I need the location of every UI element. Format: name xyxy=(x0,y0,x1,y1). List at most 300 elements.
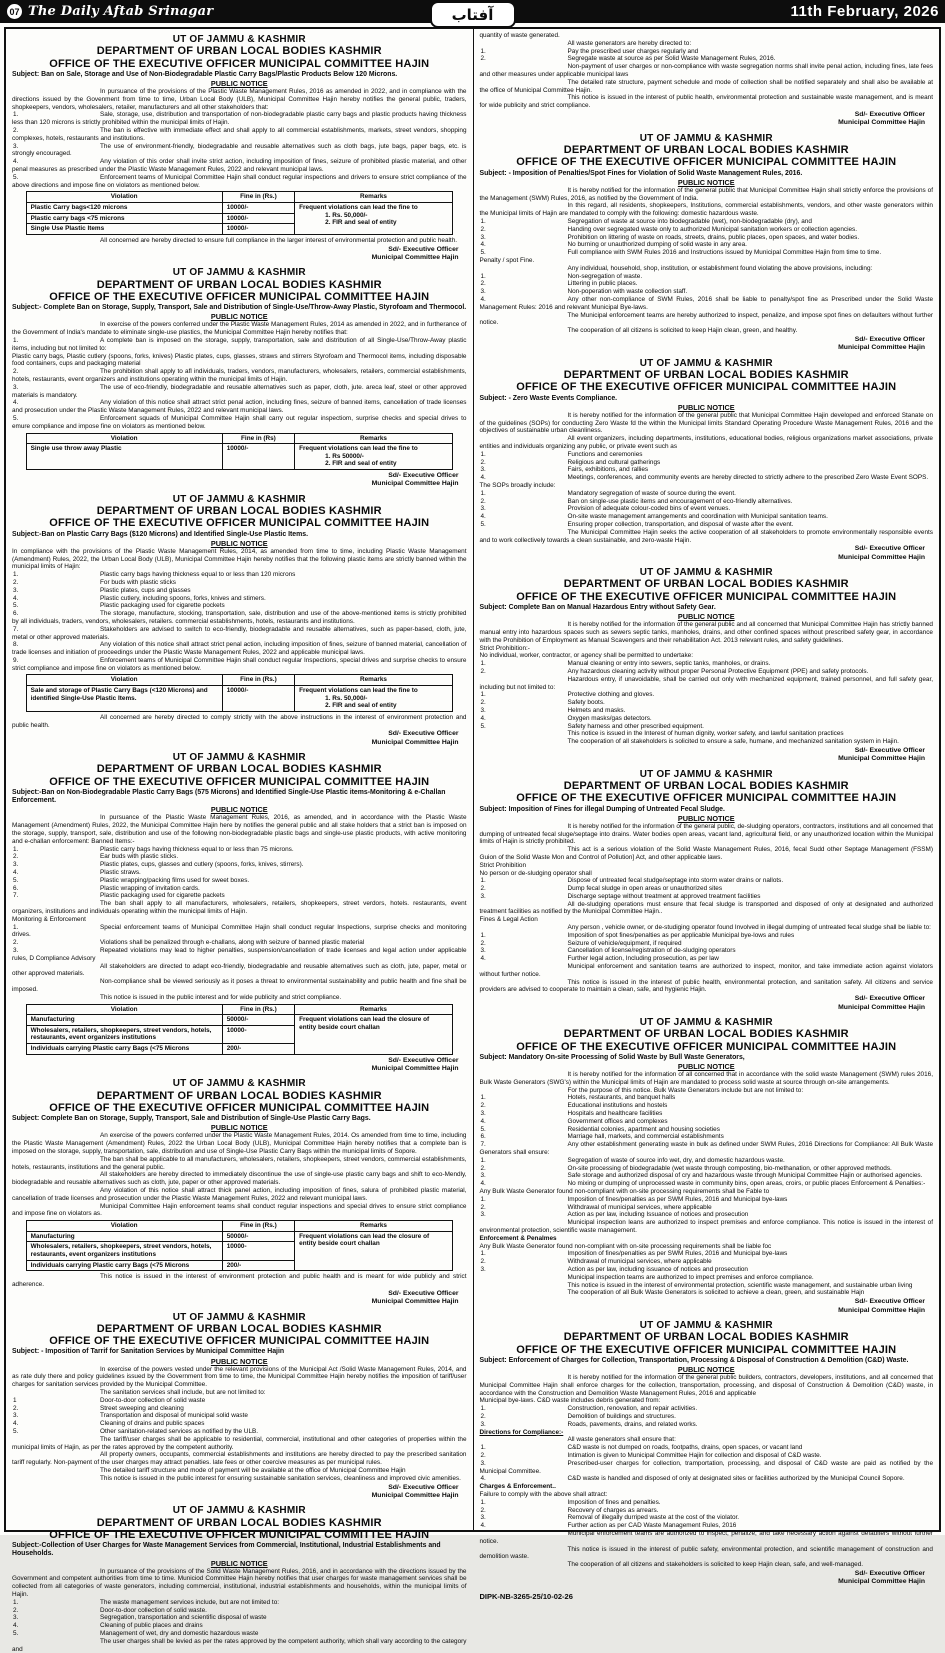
list-number: 3. xyxy=(13,1614,19,1622)
signature-block xyxy=(480,545,934,562)
notice-paragraph: The user charges shall be levied as per the rates approved by the competent authority, which shall vary according to the category and xyxy=(12,1637,467,1653)
list-number: 4. xyxy=(13,1622,19,1630)
list-number: 2. xyxy=(480,1102,486,1110)
signature-line: Sd/- Executive Officer xyxy=(388,1056,459,1064)
notice-paragraph: The Municipal Committee Hajin seeks the active cooperation of all stakeholders to promote environmentally responsible events and to work collectively towards a clean sustainable, and zero-waste Hajin. xyxy=(479,528,933,544)
violation-cell: Wholesalers, retailers, shopkeepers, street vendors, hotels, restaurants, event organizers institutions xyxy=(26,1025,222,1043)
list-item: 5. Enforcement squads of Municipal Committee Hajin shall carry out regular inspectiom, surprise checks and special drives to emure compliance and impose fine on violators as mentioned below. xyxy=(12,414,467,430)
fine-cell: 10000/- xyxy=(222,686,294,712)
notice-paragraph: The cooperation of all stakeholders is solicited to ensure a safe, humane, and mechanized sanitation system in Hajin. xyxy=(567,738,899,746)
list-item: 1. Imposition of fines/penalties as per SWM Rules, 2016 and Municipal bye-laws xyxy=(480,1250,788,1258)
public-notice xyxy=(480,567,934,764)
list-number: 2. xyxy=(480,1203,486,1211)
public-notice-label: PUBLIC NOTICE xyxy=(677,402,735,412)
list-item: 3. Action as per law, including issuance of notices and prosecution xyxy=(480,1266,748,1273)
list-number: 1. xyxy=(13,111,19,119)
notice-paragraph: The cooperation of all Bulk Waste Generators is solicited to achieve a clean, green, and sustainable Hajn xyxy=(567,1289,865,1297)
table-header-cell: Violation xyxy=(26,1004,222,1015)
notice-paragraph: Any Bulk Waste Generator found non-compliant with on-site processing requirements shall be Fable to xyxy=(479,1188,770,1196)
notice-paragraph: It is hereby notified for the information of the general public, de-sludging operators, contractors, institutions and all concerned that dumping of untreated fecal sluge/septage into drains. Water bodies open areas, vacant land, agricultural field, or any unauthorized location within the Municipal limits of Hajin is strictly prohibited. xyxy=(479,822,933,846)
notice-paragraph: Any individual, household, shop, institution, or establishment found violating the above provisions, including: xyxy=(567,264,873,272)
remarks-cell xyxy=(295,444,453,470)
list-number: 4. xyxy=(480,474,486,482)
list-number: 2. xyxy=(480,699,486,707)
public-notice-label: PUBLIC NOTICE xyxy=(210,79,268,89)
list-item: 4. Plastic cutlery, including spoons, forks, knives and stimers. xyxy=(13,594,266,602)
notice-header-line: DEPARTMENT OF URBAN LOCAL BODIES KASHMIR xyxy=(563,779,849,792)
notice-paragraph: The cooperation of all citizens is solicited to keep Hajin clean, green, and healthy. xyxy=(567,327,798,335)
list-item: 5. Other sanitation-related services as notified by the ULB. xyxy=(13,1427,259,1435)
list-item: 4. Meetings, conferences, and community events are hereby directed to strictly adhere to the prescribed Zero Waste Event SOPS. xyxy=(480,474,929,482)
list-number: 2. xyxy=(480,885,486,893)
list-item: 3. Plastic plates, cups and glasses xyxy=(13,586,191,594)
list-number: 2. xyxy=(13,578,19,586)
signature-line: Municipal Committee Hajin xyxy=(838,1306,925,1314)
list-number: 2. xyxy=(480,1164,486,1172)
notice-header-line: UT OF JAMMU & KASHMIR xyxy=(172,34,306,45)
notice-paragraph: Plastic carry bags, Plastic cutlery (spoons, forks, knives) Plastic plates, cups, glasses, straws and stirrers Styrofoam and Thermocol items, including disposable food containers, cups and packaging material xyxy=(12,352,467,368)
left-column xyxy=(6,29,473,1653)
list-item: 1. Manual cleaning or entry into sewers, septic tanks, manholes, or drains. xyxy=(480,660,771,668)
remarks-line: Frequent violations can lead the closure of entity beside court challan xyxy=(299,1232,430,1248)
public-notice-label: PUBLIC NOTICE xyxy=(210,1356,268,1366)
notice-paragraph: This notice is issued in the Interest of human dignity, worker safety, and lawful sanitation practices xyxy=(567,730,844,738)
signature-line: Municipal Committee Hajin xyxy=(371,1064,459,1072)
notice-paragraph: Fines & Legal Action xyxy=(479,916,538,924)
notice-paragraph: In exercise of the powers vested under the relevant provisions of the Municipal Act /Solid Waste Management Rules, 2014, and as rate duly there and policy guidelines issued by the Government from time to time, the Municipal Committee Hajin hereby notifies the imposition of tariff/user charges for sanitation services provided by the Municipal Committee. xyxy=(12,1365,467,1389)
list-number: 4. xyxy=(480,714,486,722)
list-number: 3. xyxy=(480,233,486,241)
list-number: 4. xyxy=(13,399,19,407)
list-number: 2. xyxy=(480,55,486,63)
public-notice xyxy=(480,358,934,562)
violation-cell: Single Use Plastic Items xyxy=(26,224,222,235)
signature-line: Municipal Committee Hajin xyxy=(838,344,925,352)
list-number: 2. xyxy=(13,1404,19,1412)
notice-header-line: UT OF JAMMU & KASHMIR xyxy=(172,493,306,505)
list-number: 3. xyxy=(13,142,19,150)
notice-subject: Subject: Complete Ban on Storage, Supply, Transport, Sale and Distribution of Single-Use Plastic Carry Bags. xyxy=(12,1115,371,1123)
public-notice xyxy=(12,1505,467,1653)
list-number: 3. xyxy=(480,1420,486,1428)
list-number: 7. xyxy=(13,892,19,900)
notice-header-line: DEPARTMENT OF URBAN LOCAL BODIES KASHMIR xyxy=(563,1331,849,1344)
notice-header-line: UT OF JAMMU & KASHMIR xyxy=(639,1017,773,1029)
list-item: 1 Door-to-door collection of solid waste xyxy=(13,1396,206,1404)
table-row xyxy=(26,1231,452,1242)
notice-paragraph: The sanitation services shall include, but are not limited to: xyxy=(100,1388,266,1396)
list-number: 1. xyxy=(480,489,486,497)
signature-block xyxy=(12,1290,467,1307)
notice-paragraph: The detailed rate structure, payment schedule and mode of collection shall be notified separately and shall also be available at the office of Municipal Committee Hajin. xyxy=(479,78,933,94)
notice-header-line: UT OF JAMMU & KASHMIR xyxy=(172,1505,306,1517)
signature-block xyxy=(12,246,467,263)
list-item: 8. Any violation of this notice shall attract strict penal action, including imposition of fines, seizure of banned material, cancellation of trade licenses and initiation of proceedings under the Plastic Waste Management Rules, 2022 and applicable municipal laws. xyxy=(12,641,467,657)
list-item: 5. Enforcement teams of Municipal Committee Hajin shall conduct regular inspections and drivers to ensure strict compliance of the above directions and impose fine on violators as mentioned below. xyxy=(12,173,467,189)
notice-header-line: OFFICE OF THE EXECUTIVE OFFICER MUNICIPAL COMMITTEE HAJIN xyxy=(516,590,897,603)
list-item: 4. Further legal action, Including prosecution, as per law xyxy=(480,955,719,963)
list-number: 5. xyxy=(480,722,486,730)
list-number: 4. xyxy=(480,241,486,249)
notice-subject: Subject: Enforcement of Charges for Collection, Transportation, Processing & Disposal of Construction & Demolition (C&D) Waste. xyxy=(479,1356,909,1364)
notice-header-line: OFFICE OF THE EXECUTIVE OFFICER MUNICIPAL COMMITTEE HAJIN xyxy=(49,517,430,530)
public-notice xyxy=(480,769,934,1012)
right-column xyxy=(473,29,940,1601)
list-item: 2. Intimation is given to Municipal Committee Hajin for collection and disposal of C&D waste. xyxy=(480,1451,822,1459)
table-row xyxy=(26,1015,452,1026)
notice-header-line: DEPARTMENT OF URBAN LOCAL BODIES KASHMIR xyxy=(563,1028,849,1041)
list-item: 1. Plastic carry bags having thickness equal to or less than 120 microns xyxy=(13,571,296,579)
list-item: 1. Mandatory segregation of waste of source during the event. xyxy=(480,489,736,497)
list-item: 6. The storage, manufacture, stocking, transportation, sale, distribution and use of the above-mentioned items is strictly prohibited by all individuals, traders, vendors, wholesalers, retailers. commercial establishments, hotels, restaurants and institutions. xyxy=(12,610,467,625)
notice-paragraph: The SOPs broadly include: xyxy=(479,481,556,489)
public-notice-label: PUBLIC NOTICE xyxy=(677,612,735,622)
notice-paragraph: Any violation of this notice shall attract thick panel action, including imposition of fines, salura of prohibited plastic material, cancellation of trade licenses and prosecution under the Plastic Waste Management Rules, 2022 and relevant municipal laws. xyxy=(12,1186,467,1202)
list-item: 3. Action as per law, including Issuance of notices and prosecution xyxy=(480,1211,749,1219)
remarks-line: 2. FIR and seal of entity xyxy=(325,219,397,227)
signature-line: Sd/- Executive Officer xyxy=(854,110,925,118)
list-number: 1. xyxy=(480,450,486,458)
signature-line: Municipal Committee Hajin xyxy=(371,738,459,746)
table-header-row xyxy=(26,1004,452,1015)
public-notice xyxy=(12,34,467,262)
notice-paragraph: Municipal bye-laws. C&D waste includes debris generated from: xyxy=(479,1397,661,1405)
notice-paragraph: Strict Prohibition xyxy=(479,861,527,869)
list-number: 2. xyxy=(13,939,19,947)
list-number: 7. xyxy=(13,625,19,633)
notice-subject: Subject:-Ban on Non-Biodegradable Plastic Carry Bags (575 Microns) and Identified Single-Use Plastic items-Monitoring & e-Challan Enforcement. xyxy=(12,789,446,805)
public-notice xyxy=(480,1320,934,1587)
violation-cell: Single use throw away Plastic xyxy=(26,444,222,470)
notice-paragraph: quantity of waste generated. xyxy=(479,32,560,39)
notice-paragraph: This notice is issued in the interest of public health, environmental protection, and sanitation safety. All citizens and service providers are advised to cooperate to maintain a clean, safe, and hygienic Hajin. xyxy=(479,978,933,994)
notice-header-line: OFFICE OF THE EXECUTIVE OFFICER MUNICIPAL COMMITTEE HAJIN xyxy=(516,1343,897,1356)
list-number: 5. xyxy=(13,602,19,610)
list-number: 6. xyxy=(13,610,19,618)
list-item: 2. Withdrawal of municipal services, where applicable xyxy=(480,1258,712,1266)
remarks-cell xyxy=(295,686,453,712)
list-number: 1. xyxy=(480,217,486,225)
signature-line: Municipal Committee Hajin xyxy=(838,755,925,763)
notice-paragraph: This notice is issued in the public interest and for wide publicity and strict compliance. xyxy=(100,993,342,1001)
notice-header-line: UT OF JAMMU & KASHMIR xyxy=(172,1078,306,1090)
list-item: 4. Cleaning of drains and public spaces xyxy=(13,1420,205,1428)
public-notice xyxy=(12,752,467,1073)
list-item: 2. Door-to-door collection of solid waste. xyxy=(13,1606,207,1614)
notice-paragraph: This notice is issued in the public interest for ensuring sustainable sanitation services, cleanliness and improved civic amenities. xyxy=(100,1474,461,1482)
list-number: 1. xyxy=(480,1195,486,1203)
list-number: 1. xyxy=(480,1250,486,1258)
remarks-line: 1. Rs 50000/- xyxy=(325,452,364,460)
list-item: 2. Withdrawal of municipal services, where applicable xyxy=(480,1203,712,1211)
signature-line: Sd/- Executive Officer xyxy=(388,1289,459,1297)
public-notice-label: PUBLIC NOTICE xyxy=(210,312,268,322)
list-number: 5. xyxy=(13,414,19,422)
list-item: 2. Littering in public places. xyxy=(480,280,638,288)
notice-header-line: OFFICE OF THE EXECUTIVE OFFICER MUNICIPAL COMMITTEE HAJIN xyxy=(516,1040,897,1053)
table-header-row xyxy=(26,1221,452,1232)
list-item: 2. Educational institutions and hostels xyxy=(480,1102,668,1110)
table-row xyxy=(26,686,452,712)
notice-header-line: DEPARTMENT OF URBAN LOCAL BODIES KASHMIR xyxy=(563,143,849,156)
list-item: 4. No mixing or dumping of unprocessed waste in community bins, open areas, croirs, or public places Enforcement & Penalties:- xyxy=(480,1180,926,1188)
list-item: 3. Repeated violations may lead to higher penalties, suspension/cancellation of trade licenses and legal action under applicable rules, D Compliance Advisory xyxy=(12,947,467,962)
notice-paragraph: In pursuance of the Plastic Waste Management Rules, 2016, as amended, and in accordance with the Plastic Waste Management (Amendment) Rules, 2022, the Municipal Committee Hajin here by notifies the general public and all stake holders that a strict ban is imposed on the storage, supply, transport, sale, distribution and use of the following non-biodegradable plastic bags and single-use plastic products, with active monitoring and e-challan enforcement: Banned Items:- xyxy=(12,814,467,845)
list-number: 6. xyxy=(13,884,19,892)
list-item: 4. No burning or unauthorized dumping of solid waste in any area. xyxy=(480,241,747,249)
violation-cell: Individuals carrying Plastic carry Bags (<75 Microns xyxy=(26,1043,222,1054)
table-header-cell: Fine in (Rs.) xyxy=(222,192,294,203)
signature-line: Sd/- Executive Officer xyxy=(854,545,925,553)
fines-table xyxy=(26,674,453,711)
list-number: 5. xyxy=(13,876,19,884)
list-number: 3. xyxy=(480,947,486,955)
table-row xyxy=(26,444,452,470)
notice-header-line: OFFICE OF THE EXECUTIVE OFFICER MUNICIPAL COMMITTEE HAJIN xyxy=(516,381,897,394)
notice-paragraph: It is hereby notified for the information of all concerned that in accordance with the solid waste Management (SWM) rules 2016, Bulk Waste Generators (SWG's) within the Municipal limits of Hajin are mandated to process solid waste at source through on-site arrangements. xyxy=(479,1071,933,1086)
notice-subject: Subject: Mandatory On-site Processing of Solid Waste by Bull Waste Generators, xyxy=(479,1053,745,1061)
notice-header-line: DEPARTMENT OF URBAN LOCAL BODIES KASHMIR xyxy=(96,278,382,291)
fines-table xyxy=(26,191,453,234)
signature-line: Sd/- Executive Officer xyxy=(854,1569,925,1577)
list-item: 2. Ear buds with plastic sticks. xyxy=(13,853,179,861)
notice-paragraph: Monitoring & Enforcement xyxy=(12,915,86,923)
fine-cell: 50000/- xyxy=(222,1231,294,1242)
signature-line: Municipal Committee Hajin xyxy=(838,119,925,127)
list-item: 4. Any other non-compliance of SWM Rules, 2016 shall be liable to penalty/spot fine as Prescribed under the Solid Waste Management Rules: 2016 and relevant Municipal Bye-laws. xyxy=(479,295,933,311)
public-notice-label: PUBLIC NOTICE xyxy=(210,1123,268,1133)
list-number: 3. xyxy=(480,505,486,513)
notice-paragraph: No person or de-sludging operator shall xyxy=(479,869,592,877)
list-item: 2. Segregate waste at source as per Solid Waste Management Rules, 2016. xyxy=(480,55,776,63)
list-item: 6. Plastic wrapping of invitation cards. xyxy=(13,884,200,892)
list-item: 5. Management of wet, dry and domestic hazardous waste xyxy=(13,1629,259,1637)
list-number: 3. xyxy=(480,1514,486,1522)
notice-paragraph: Penalty / spot Fine. xyxy=(479,256,535,264)
list-item: 2. Recovery of charges as arrears. xyxy=(480,1506,659,1514)
list-number: 4. xyxy=(480,1522,486,1530)
notice-paragraph: The cooperation of all citizens and stakeholders is solicited to keep Hajin clean, safe, and well-managed. xyxy=(567,1561,864,1569)
notice-paragraph: Municipal enforcement and sanitation teams are authorized to inspect, monitor, and take immediate action against violators without further notice. xyxy=(479,963,933,978)
list-number: 1. xyxy=(13,923,19,931)
remarks-line: 1. Rs. 50,000/- xyxy=(325,694,368,702)
list-item: 3. Roads, pavements, drains, and related works. xyxy=(480,1420,698,1428)
notice-header-line: DEPARTMENT OF URBAN LOCAL BODIES KASHMIR xyxy=(96,45,382,58)
notice-paragraph: Municipal inspection teams are authorized to impect premises and enforce compliance. xyxy=(567,1273,814,1281)
notice-subject: Subject: - Imposition of Penalties/Spot Fines for Violation of Solid Waste Management Rules, 2016. xyxy=(479,169,803,177)
notice-header-line: OFFICE OF THE EXECUTIVE OFFICER MUNICIPAL COMMITTEE HAJIN xyxy=(516,792,897,805)
fine-cell: 200/- xyxy=(222,1260,294,1271)
list-number: 2. xyxy=(480,667,486,675)
table-header-cell: Remarks xyxy=(295,1004,453,1015)
list-number: 2. xyxy=(13,127,19,134)
notice-header-line: UT OF JAMMU & KASHMIR xyxy=(639,132,773,144)
list-number: 4. xyxy=(13,594,19,602)
signature-block xyxy=(12,1057,467,1074)
list-item: 5. Full compliance with SWM Rules 2016 and Instructions issued by Municipal Committee Hajin from time to time. xyxy=(480,249,882,257)
public-notice xyxy=(480,1017,934,1315)
signature-line: Sd/- Executive Officer xyxy=(388,730,459,738)
list-number: 3. xyxy=(480,288,486,296)
notice-header-line: DEPARTMENT OF URBAN LOCAL BODIES KASHMIR xyxy=(96,504,382,517)
list-number: 4. xyxy=(480,1475,486,1483)
notice-header-line: UT OF JAMMU & KASHMIR xyxy=(172,267,306,279)
list-number: 1. xyxy=(480,691,486,699)
list-number: 1. xyxy=(13,1598,19,1606)
signature-block xyxy=(480,111,934,128)
fine-cell: 10000/- xyxy=(222,213,294,224)
list-number: 3. xyxy=(480,1459,486,1467)
remarks-line: Frequent violations can lead the fine to xyxy=(299,203,418,211)
list-item: 4. Oxygen masks/gas detectors. xyxy=(480,714,652,722)
list-number: 9. xyxy=(13,656,19,664)
violation-cell: Manufacturing xyxy=(26,1015,222,1026)
list-number: 1. xyxy=(480,1405,486,1413)
table-header-cell: Fine in (Rs.) xyxy=(222,675,294,686)
list-item: 3. Non-poperation with waste collection staff. xyxy=(480,288,688,296)
fines-table xyxy=(26,1220,453,1271)
list-item: 3. Transportation and disposal of municipal solid waste xyxy=(13,1412,248,1420)
notice-header-line: OFFICE OF THE EXECUTIVE OFFICER MUNICIPAL COMMITTEE HAJIN xyxy=(49,57,430,70)
list-item: 3. Prohibition on littering of waste on roads, streets, drains, public places, open spaces, and water bodies. xyxy=(480,233,860,241)
notice-header-line: OFFICE OF THE EXECUTIVE OFFICER MUNICIPAL COMMITTEE HAJIN xyxy=(49,1101,430,1114)
notice-paragraph: This notice is issued in the interest of public safety, environmental protection, and scientific management of construction and demolition waste. xyxy=(479,1545,933,1561)
notice-header-line: UT OF JAMMU & KASHMIR xyxy=(639,1320,773,1331)
remarks-line: Frequent violations can lead the fine to xyxy=(299,445,418,453)
list-item: 4. Further action as per CAD Waste Management Rules, 2016 xyxy=(480,1522,737,1530)
notice-paragraph: It is hereby notified for the information of the general public builders, contractors, developers, institutions, and all concerned that Municipal Committee Hajin shall enforce charges for the collection, transportation, processing, and disposal of Construction & Demolition (C&D) waste, in accordance with the Construction and Demolition Waste Management Rules, 2016 and applicable xyxy=(479,1374,933,1397)
list-item: 3. The use of eco-friendly, biodegradable and reusable alternatives such as paper, cloth, jute. areca leaf, steel or other approved materials is mandatory. xyxy=(12,383,467,399)
list-number: 4. xyxy=(480,1180,486,1188)
signature-block xyxy=(480,995,934,1012)
notice-header-line: DEPARTMENT OF URBAN LOCAL BODIES KASHMIR xyxy=(96,1516,382,1529)
notice-paragraph: For the purpose of this notice. Bulk Waste Generators include but are not limited to: xyxy=(567,1086,804,1094)
notice-paragraph: It is hereby notified for the information of the general public that Municipal Committee Hajin shall strictly enforce the provisions of the Management (SWM) Rules, 2016, as notified by the Government of India. xyxy=(479,186,933,202)
list-item: 1. Hotels, restaurants, and banquet halls xyxy=(480,1094,676,1102)
masthead xyxy=(0,0,945,23)
list-item: 3. Segregation, transportation and scientific disposal of waste xyxy=(13,1614,267,1622)
list-number: 2. xyxy=(480,280,486,288)
list-number: 1. xyxy=(13,336,19,344)
list-item: 3. The use of environment-friendly, biodegradable and reusable alternatives such as cloth bags, jute bags, paper bags, etc. is strongly encouraged. xyxy=(12,142,467,158)
public-notice xyxy=(12,1078,467,1306)
notice-paragraph: All concerned are hereby directed to comply strictly with the above instructions in the interest of environment protection and public health. xyxy=(12,713,467,729)
list-item: 1. Protective clothing and gloves. xyxy=(480,691,655,699)
list-number: 5. xyxy=(13,173,19,181)
list-item: 4. Any violation of this order shall invite strict action, including imposition of fines, seizure of prohibited plastic material, and other penal measures as prescribed under the Plastic Waste Management Rules, 2022 and relevant municipal laws. xyxy=(12,158,467,173)
notice-paragraph: In exercise of the powers conferred under the Plastic Waste Management Rules, 2014 as amended in 2022, and in furtherance of the Government of India's mandate to eliminate single-use plastics, the Municipal Committee Hajin hereby notifies that: xyxy=(12,321,467,337)
notice-header-line: UT OF JAMMU & KASHMIR xyxy=(172,752,306,764)
public-notice-label: PUBLIC NOTICE xyxy=(210,1558,268,1568)
list-item: 5. Plastic wrapping/packing films used for sweet boxes. xyxy=(13,876,250,884)
notice-paragraph: In this regard, all residents, shopkeepers, Institutions, commercial establishments, vendors, and other waste generators within the Municipal limits of Hajin are mandated to comply with the following: domestic hazardous waste. xyxy=(479,202,933,218)
violation-cell: Individuals carrying Plastic carry Bags (<75 Microns xyxy=(26,1260,222,1271)
list-number: 7. xyxy=(480,1141,486,1149)
notice-paragraph: In pursuance of the provisions of the Solid Waste Management Rules, 2016, and in accordance with the directions issued by the Government and competent authorities from time to time. Municiod Committee Hajin hereby notifies that user charges for waste management services shall be collected from all categories of waste generators, including commercial, institutional, industrial establishments and households, within the municipal limits of Hajin. xyxy=(12,1567,467,1598)
list-number: 5. xyxy=(480,520,486,528)
table-header-cell: Fine in (Rs.) xyxy=(222,1221,294,1232)
list-number: 2. xyxy=(13,1606,19,1614)
fine-cell: 10000- xyxy=(222,1025,294,1043)
notice-subject: Subject: - Imposition of Tarrif for Sanitation Services by Municipal Committee Hajin xyxy=(12,1348,285,1356)
list-number: 6. xyxy=(480,1133,486,1141)
signature-line: Municipal Committee Hajin xyxy=(371,480,459,488)
list-number: 1. xyxy=(13,845,19,853)
notice-header-line: OFFICE OF THE EXECUTIVE OFFICER MUNICIPAL COMMITTEE HAJIN xyxy=(49,1528,430,1541)
table-header-cell: Fine in (Rs) xyxy=(222,433,294,444)
public-notice xyxy=(12,1312,467,1501)
signature-line: Municipal Committee Hajin xyxy=(838,553,925,561)
list-item: 3. Removal of illegally durriped waste at the cost of the violator. xyxy=(480,1514,740,1522)
list-number: 3. xyxy=(13,861,19,869)
public-notice xyxy=(480,133,934,353)
list-item: 1. A complete ban is imposed on the storage, supply, transportation, sale and distribution of all Single-Use/Throw-Away plastic items, including but not limited to: xyxy=(12,336,467,352)
list-number: 4. xyxy=(13,1420,19,1428)
signature-block xyxy=(480,336,934,353)
newspaper-title: The Daily Aftab Srinagar xyxy=(28,4,214,19)
notice-paragraph: Enforcement & Penalmes xyxy=(479,1234,557,1242)
list-number: 4. xyxy=(480,513,486,521)
list-item: 4. On-site waste management arrangements and coordination with Municipal sanitation teams. xyxy=(480,513,828,521)
table-header-cell: Violation xyxy=(26,433,222,444)
list-item: 3. Fairs, exhibitions, and rallies xyxy=(480,466,649,474)
list-item: 7. Stakeholders are advised to switch to eco-friendly, biodegradable and reusable alternatives, such as paper-based, cloth, jute, metal or other approved materials. xyxy=(12,625,467,641)
list-number: 4. xyxy=(480,1117,486,1125)
list-item: 1. Imposition of spot fines/penalties as per applicable Municipal bye-lows and rules xyxy=(480,931,795,939)
list-number: 2. xyxy=(480,225,486,233)
notice-paragraph: All property owners, occupants, commercial establishments and institutions are hereby directed to pay the prescribed sanitation tariff regularly. Non-payment of the user charges may attract penalties. late fees or other coercive measures as per municipal rules. xyxy=(12,1451,467,1467)
notice-subject: Subject:-Collection of User Charges for Waste Management Services from Commercial, Institutional, Industrial Establishments and Households. xyxy=(12,1542,441,1558)
list-number: 1. xyxy=(480,877,486,885)
fine-cell: 10000/- xyxy=(222,444,294,470)
list-item: 4. Cleaning of public places and drains xyxy=(13,1622,203,1630)
signature-block xyxy=(480,1298,934,1315)
notice-paragraph: Directions for Compliance:- xyxy=(479,1428,564,1436)
notice-paragraph: Charges & Enforcement.. xyxy=(479,1483,556,1491)
table-header-row xyxy=(26,433,452,444)
notice-header-line: DEPARTMENT OF URBAN LOCAL BODIES KASHMIR xyxy=(96,1089,382,1102)
notice-paragraph: All waste generators shall ensure that: xyxy=(567,1436,676,1444)
list-number: 2. xyxy=(480,939,486,947)
list-number: 3. xyxy=(480,1266,486,1273)
violation-cell: Wholesalers, retailers, shopkeepers, street vendors, hotels, restaurants, event organizers institutions xyxy=(26,1242,222,1260)
table-row xyxy=(26,202,452,213)
public-notice-label: PUBLIC NOTICE xyxy=(677,1365,735,1375)
notice-paragraph: An exercise of the powers conferred under the Plastic Waste Management Rules, 2014. Os amended from time to time, including the Plastic Waste Management (Amendment) Rules, 2022 the Urban Local Body (ULB), Municipal Committee Hajin hereby notifies that a complete ban is imposed on the storage, supply, transportation, sale, distribution and use of Single-Use Plastic Carry Bags within the municipal limits of Sopore. xyxy=(12,1132,467,1155)
notice-paragraph: The detailed tariff structure and mode of payment will be available at the office of Municipal Committee Hajin xyxy=(100,1466,406,1474)
fines-table xyxy=(26,433,453,470)
signature-line: Municipal Committee Hajin xyxy=(371,253,459,261)
list-item: 2. Any hazardous cleaning activity without proper Personal Protective Equipment (PPE) and safety protocols. xyxy=(480,667,869,675)
notice-paragraph: All stakeholders are hereby directed to immediately discontinue the use of single-use plastic carry bags and shift to eco-Mendly, biodegradable and reusable alternatives such as cloth, jute, paper or other approved materials. xyxy=(12,1171,467,1187)
list-item: 2. Seizure of vehicle/equipment, if required xyxy=(480,939,682,947)
list-item: 1. C&D waste is not dumped on roads, footpaths, drains, open spaces, or vacant land xyxy=(480,1444,803,1452)
notice-subject: Subject:- Complete Ban on Storage, Supply, Transport, Sale and Distribution of Single-Use/Throw-Away Plastic, Styrofoam and Thermocol. xyxy=(12,304,467,312)
dipk-code: DIPK-NB-3265-25/10-02-26 xyxy=(479,1591,573,1601)
list-item: 4. Government offices and complexes xyxy=(480,1117,668,1125)
notice-header-line: DEPARTMENT OF URBAN LOCAL BODIES KASHMIR xyxy=(563,368,849,381)
list-item: 7. Plastic packaging used for cigarette packets xyxy=(13,892,225,900)
signature-line: Municipal Committee Hajin xyxy=(838,1578,925,1586)
list-item: 4. Any violation of this notice shall attract strict penal action, including fines, seizure of banned items, cancellation of trade licenses and prosecution under the Plastic Waste Management Rules, 2022 and relevant municipal laws. xyxy=(12,399,467,415)
remarks-cell xyxy=(295,1015,453,1054)
notice-header-line: DEPARTMENT OF URBAN LOCAL BODIES KASHMIR xyxy=(96,1322,382,1335)
list-number: 3. xyxy=(480,1172,486,1180)
table-header-cell: Remarks xyxy=(295,433,453,444)
list-number: 2. xyxy=(480,1506,486,1514)
violation-cell: Plastic Carry bags<120 microns xyxy=(26,202,222,213)
list-item: 2. For buds with plastic sticks xyxy=(13,578,177,586)
